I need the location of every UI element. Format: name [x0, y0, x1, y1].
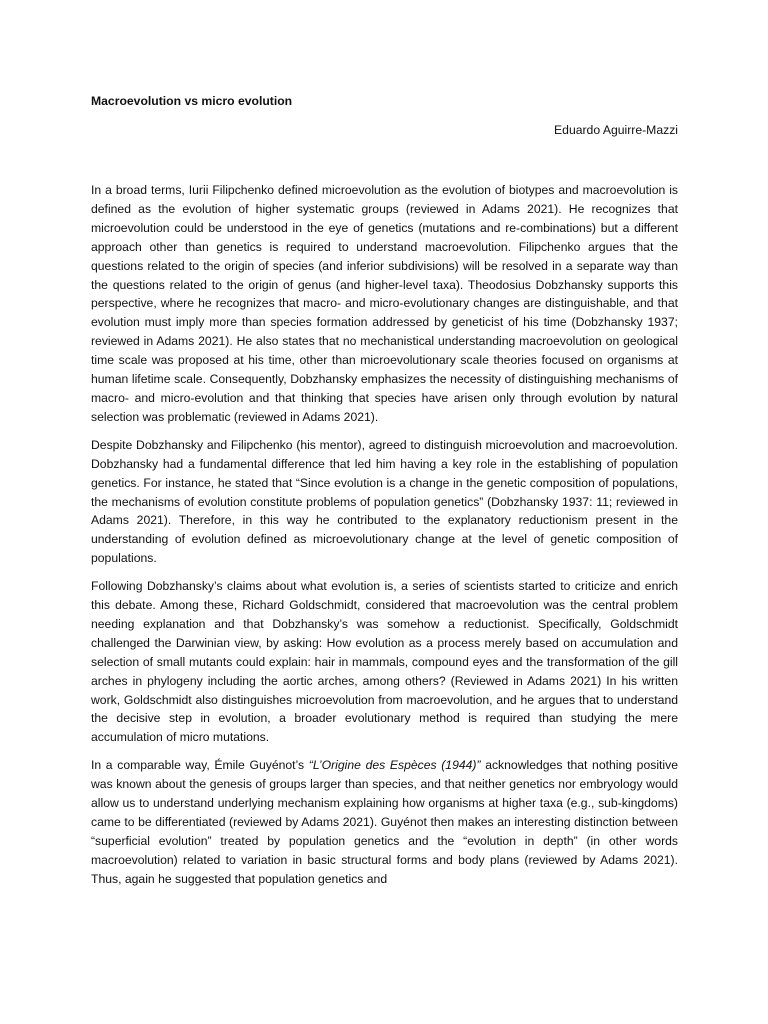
document-title: Macroevolution vs micro evolution — [91, 94, 293, 108]
document-page — [91, 92, 678, 898]
paragraph-4-before: In a comparable way, Émile Guyénot’s — [91, 758, 309, 773]
paragraph-1: In a broad terms, Iurii Filipchenko defined microevolution as the evolution of biotypes and macroevolution is defined as the evolution of higher systematic groups (reviewed in Adams 2021). He recognizes that microevolution could be understood in the eye of genetics (mutations and re-combinations) but a different approach other than genetics is required to understand macroevolution. Filipchenko argues that the questions related to the origin of species (and inferior subdivisions) will be resolved in a separate way than the questions related to the origin of genus (and higher-level taxa). Theodosius Dobzhansky supports this perspective, where he recognizes that macro- and micro-evolutionary changes are distinguishable, and that evolution must imply more than species formation addressed by geneticist of his time (Dobzhansky 1937; reviewed in Adams 2021). He also states that no mechanistical understanding macroevolution on geological time scale was proposed at his time, other than microevolutionary scale theories focused on organisms at human lifetime scale. Consequently, Dobzhansky emphasizes the necessity of distinguishing mechanisms of macro- and micro-evolution and that thinking that species have arisen only through evolution by natural selection was problematic (reviewed in Adams 2021). — [91, 183, 678, 424]
paragraph-2: Despite Dobzhansky and Filipchenko (his mentor), agreed to distinguish microevolution and macroevolution. Dobzhansky had a fundamental difference that led him having a key role in the establishing of population genetics. For instance, he stated that “Since evolution is a change in the genetic composition of populations, the mechanisms of evolution constitute problems of population genetics” (Dobzhansky 1937: 11; reviewed in Adams 2021). Therefore, in this way he contributed to the explanatory reductionism present in the understanding of evolution defined as microevolutionary change at the level of genetic composition of populations. — [91, 437, 678, 566]
document-author: Eduardo Aguirre-Mazzi — [554, 123, 678, 137]
document-body — [91, 181, 678, 889]
paragraph-4-after: acknowledges that nothing positive was known about the genesis of groups larger than species, and that neither genetics nor embryology would allow us to understand underlying mechanism explaining how organisms at higher taxa (e.g., sub-kingdoms) came to be differentiated (reviewed by Adams 2021). Guyénot then makes an interesting distinction between “superficial evolution” treated by population genetics and the “evolution in depth” (in other words macroevolution) related to variation in basic structural forms and body plans (reviewed by Adams 2021). Thus, again he suggested that population genetics and — [91, 758, 678, 886]
paragraph-3: Following Dobzhansky’s claims about what evolution is, a series of scientists started to criticize and enrich this debate. Among these, Richard Goldschmidt, considered that macroevolution was the central problem needing explanation and that Dobzhansky’s was somehow a reductionist. Specifically, Goldschmidt challenged the Darwinian view, by asking: How evolution as a process merely based on accumulation and selection of small mutants could explain: hair in mammals, compound eyes and the transformation of the gill arches in phylogeny including the aortic arches, among others? (Reviewed in Adams 2021) In his written work, Goldschmidt also distinguishes microevolution from macroevolution, and he argues that to understand the decisive step in evolution, a broader evolutionary method is required than studying the mere accumulation of micro mutations. — [91, 579, 678, 745]
book-title-italic: “L’Origine des Espèces (1944)” — [308, 758, 481, 773]
paragraph-4 — [91, 756, 678, 888]
